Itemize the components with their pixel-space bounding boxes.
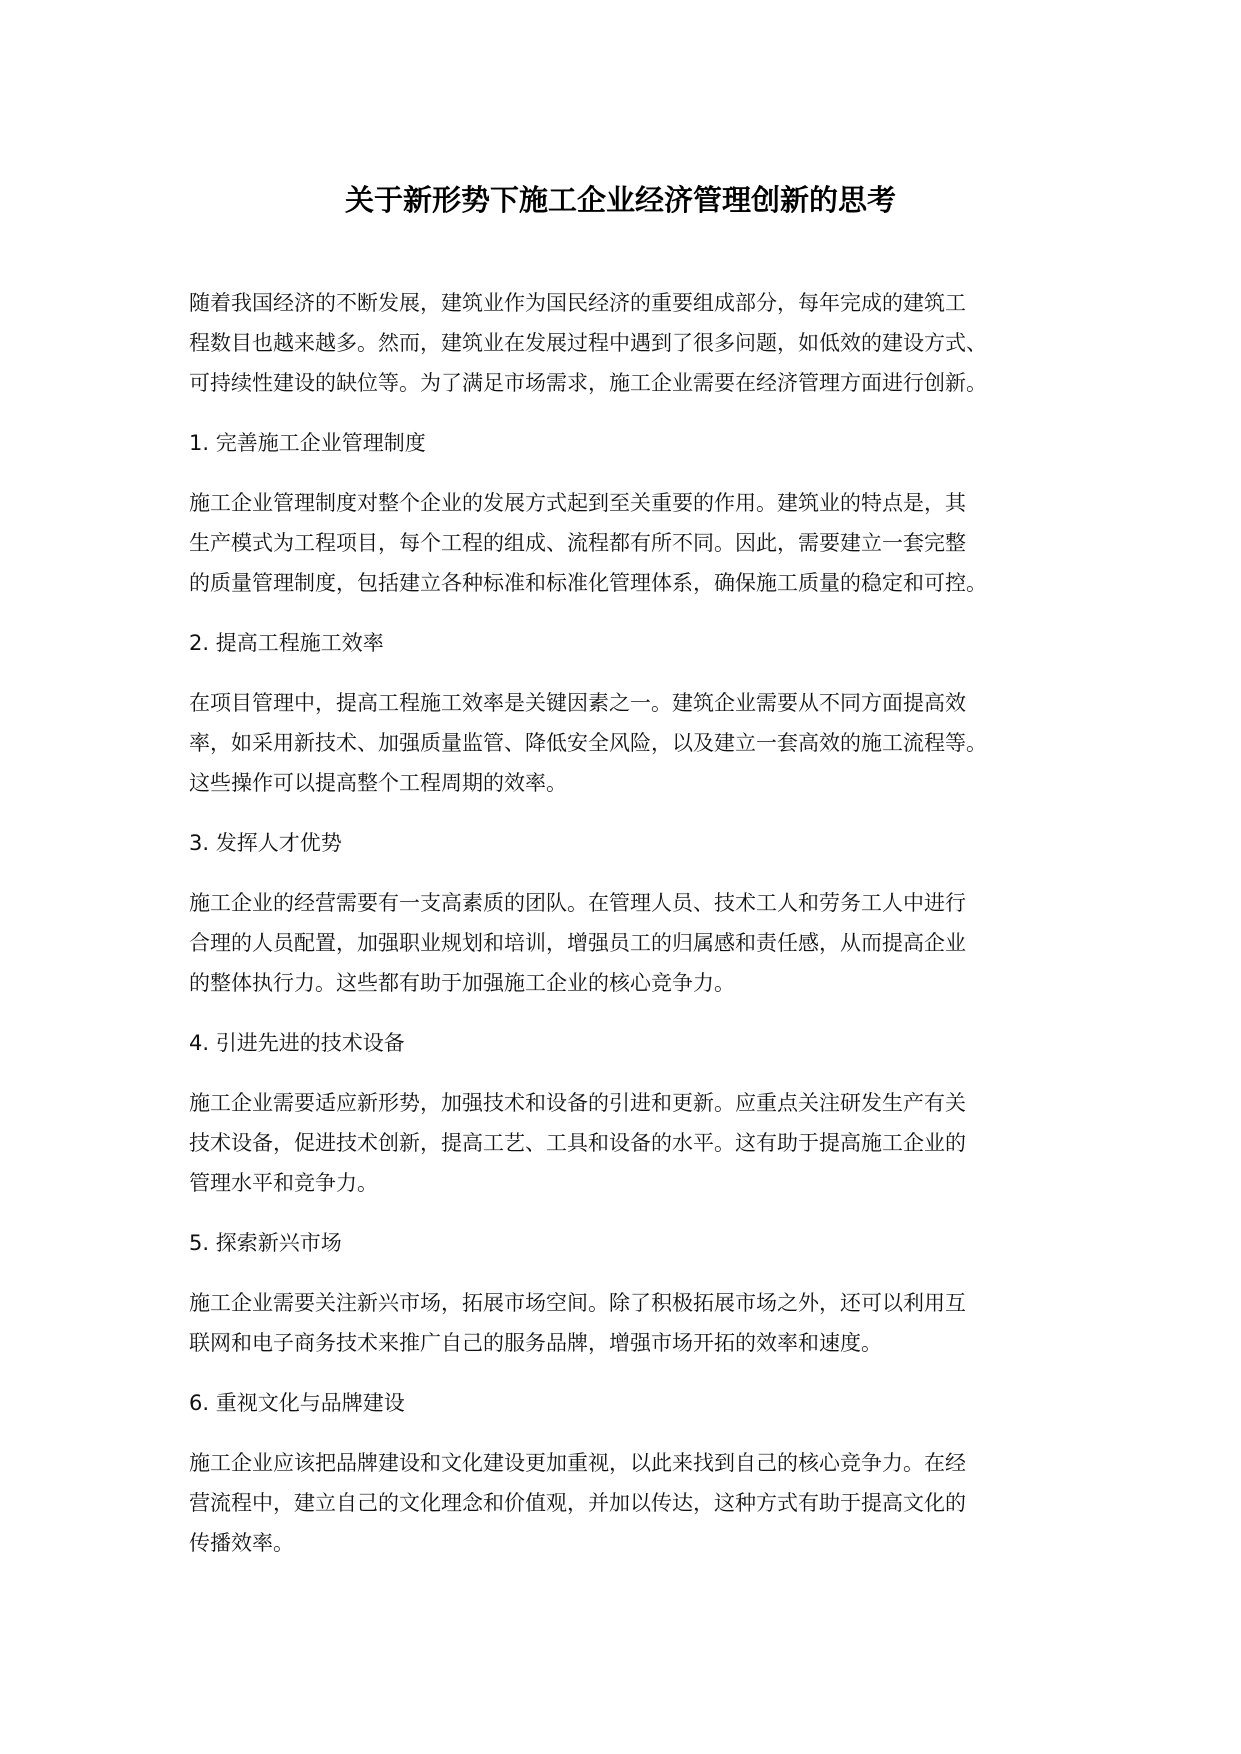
paragraph-line: 联网和电子商务技术来推广自己的服务品牌，增强市场开拓的效率和速度。 bbox=[189, 1331, 882, 1355]
paragraph-line: 管理水平和竞争力。 bbox=[189, 1171, 378, 1195]
document-body bbox=[189, 283, 1065, 1583]
paragraph-line: 施工企业的经营需要有一支高素质的团队。在管理人员、技术工人和劳务工人中进行 bbox=[189, 891, 966, 915]
paragraph-line: 生产模式为工程项目，每个工程的组成、流程都有所不同。因此，需要建立一套完整 bbox=[189, 531, 966, 555]
section-heading: 6. 重视文化与品牌建设 bbox=[189, 1391, 405, 1415]
paragraph-line: 可持续性建设的缺位等。为了满足市场需求，施工企业需要在经济管理方面进行创新。 bbox=[189, 371, 987, 395]
intro-paragraph bbox=[189, 283, 1065, 403]
paragraph-line: 的质量管理制度，包括建立各种标准和标准化管理体系，确保施工质量的稳定和可控。 bbox=[189, 571, 987, 595]
section-paragraph bbox=[189, 683, 1065, 803]
paragraph-line: 技术设备，促进技术创新，提高工艺、工具和设备的水平。这有助于提高施工企业的 bbox=[189, 1131, 966, 1155]
paragraph-line: 这些操作可以提高整个工程周期的效率。 bbox=[189, 771, 567, 795]
paragraph-line: 随着我国经济的不断发展，建筑业作为国民经济的重要组成部分，每年完成的建筑工 bbox=[189, 291, 966, 315]
section-heading: 2. 提高工程施工效率 bbox=[189, 631, 384, 655]
section-heading: 5. 探索新兴市场 bbox=[189, 1231, 342, 1255]
section-heading: 1. 完善施工企业管理制度 bbox=[189, 431, 426, 455]
paragraph-line: 在项目管理中，提高工程施工效率是关键因素之一。建筑企业需要从不同方面提高效 bbox=[189, 691, 966, 715]
section-paragraph bbox=[189, 1083, 1065, 1203]
paragraph-line: 施工企业管理制度对整个企业的发展方式起到至关重要的作用。建筑业的特点是，其 bbox=[189, 491, 966, 515]
paragraph-line: 率，如采用新技术、加强质量监管、降低安全风险，以及建立一套高效的施工流程等。 bbox=[189, 731, 987, 755]
section-paragraph bbox=[189, 1443, 1065, 1563]
paragraph-line: 的整体执行力。这些都有助于加强施工企业的核心竞争力。 bbox=[189, 971, 735, 995]
paragraph-line: 施工企业应该把品牌建设和文化建设更加重视，以此来找到自己的核心竞争力。在经 bbox=[189, 1451, 966, 1475]
section-paragraph bbox=[189, 1283, 1065, 1363]
section-paragraph bbox=[189, 483, 1065, 603]
section-heading: 4. 引进先进的技术设备 bbox=[189, 1031, 405, 1055]
paragraph-line: 传播效率。 bbox=[189, 1531, 294, 1555]
paragraph-line: 施工企业需要适应新形势，加强技术和设备的引进和更新。应重点关注研发生产有关 bbox=[189, 1091, 966, 1115]
section-paragraph bbox=[189, 883, 1065, 1003]
document-title: 关于新形势下施工企业经济管理创新的思考 bbox=[344, 183, 896, 217]
paragraph-line: 程数目也越来越多。然而，建筑业在发展过程中遇到了很多问题，如低效的建设方式、 bbox=[189, 331, 987, 355]
paragraph-line: 营流程中，建立自己的文化理念和价值观，并加以传达，这种方式有助于提高文化的 bbox=[189, 1491, 966, 1515]
paragraph-line: 合理的人员配置，加强职业规划和培训，增强员工的归属感和责任感，从而提高企业 bbox=[189, 931, 966, 955]
section-heading: 3. 发挥人才优势 bbox=[189, 831, 342, 855]
paragraph-line: 施工企业需要关注新兴市场，拓展市场空间。除了积极拓展市场之外，还可以利用互 bbox=[189, 1291, 966, 1315]
